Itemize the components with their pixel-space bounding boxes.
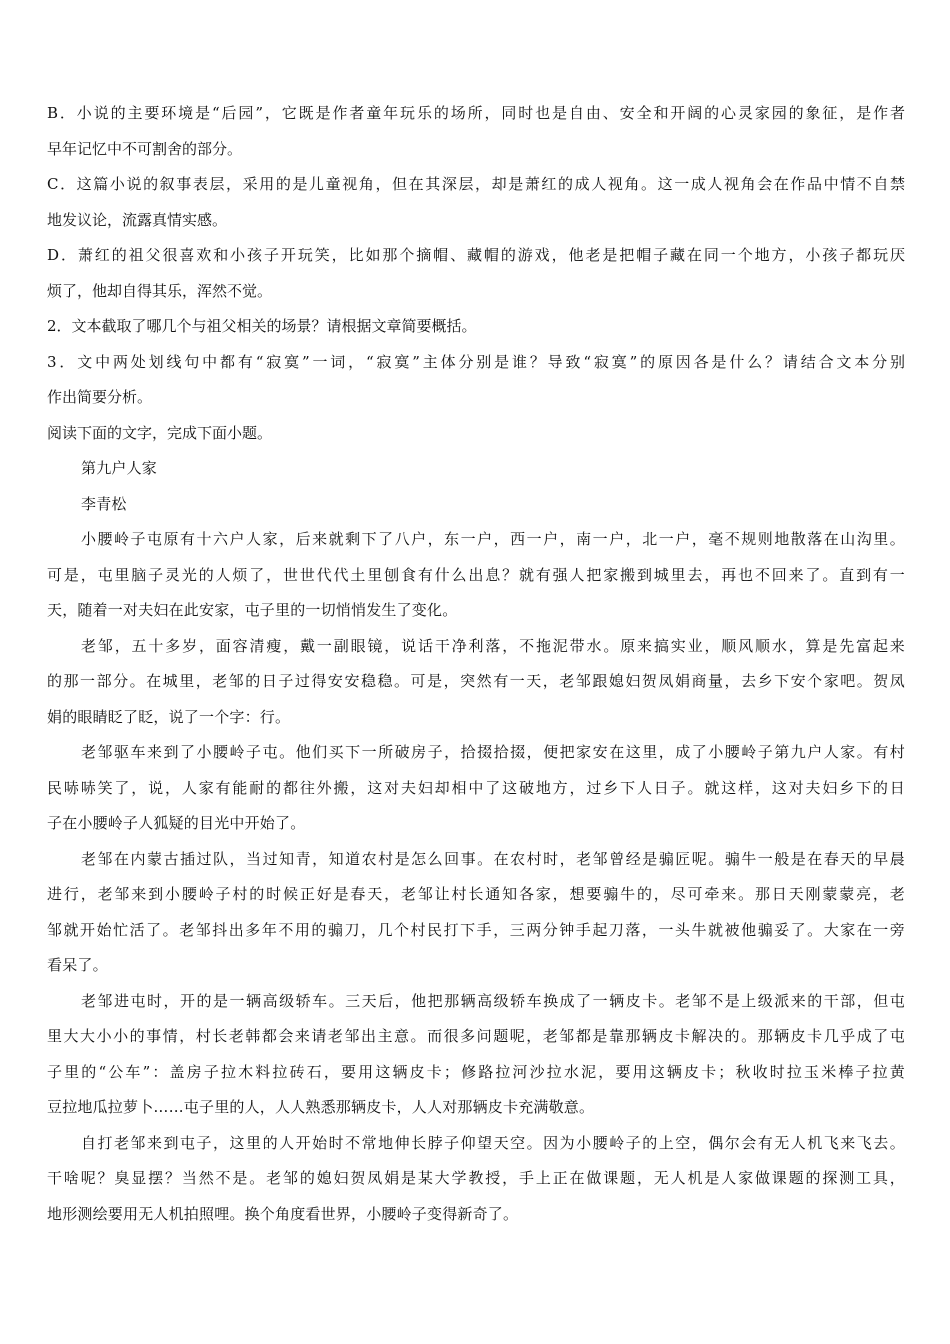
story	[47, 451, 905, 1232]
story-paragraph-1	[47, 522, 905, 629]
question-line: 3．文中两处划线句中都有“寂寞”一词，“寂寞”主体分别是谁？导致“寂寞”的原因各是什么？请结合文本分别	[47, 352, 905, 371]
option-line: 早年记忆中不可割舍的部分。	[47, 139, 243, 158]
paragraph-line: 天，随着一对夫妇在此安家，屯子里的一切悄悄发生了变化。	[47, 601, 458, 619]
paragraph-line: 自打老邹来到屯子，这里的人开始时不常地伸长脖子仰望天空。因为小腰岭子的上空，偶尔会有无人机飞来飞去。	[81, 1133, 905, 1152]
story-paragraph-5	[47, 984, 905, 1126]
option-line: B．小说的主要环境是“后园”，它既是作者童年玩乐的场所，同时也是自由、安全和开阔的心灵家园的象征，是作者	[47, 104, 905, 122]
paragraph-line: 老邹在内蒙古插过队，当过知青，知道农村是怎么回事。在农村时，老邹曾经是骟匠呢。骟牛一般是在春天的早晨	[81, 849, 905, 868]
paragraph-line: 娟的眼睛眨了眨，说了一个字：行。	[47, 707, 291, 726]
option-c	[47, 167, 905, 238]
option-line: 烦了，他却自得其乐，浑然不觉。	[47, 281, 273, 300]
story-author: 李青松	[81, 494, 127, 513]
paragraph-line: 子里的“公车”：盖房子拉木料拉砖石，要用这辆皮卡；修路拉河沙拉水泥，要用这辆皮卡；秋收时拉玉米棒子拉黄	[47, 1062, 905, 1081]
paragraph-line: 子在小腰岭子人狐疑的目光中开始了。	[47, 814, 306, 832]
paragraph-line: 地形测绘要用无人机拍照哩。换个角度看世界，小腰岭子变得新奇了。	[47, 1204, 519, 1223]
paragraph-line: 干啥呢？臭显摆？当然不是。老邹的媳妇贺凤娟是某大学教授，手上正在做课题，无人机是人家做课题的探测工具，	[47, 1169, 905, 1187]
question-2	[47, 309, 905, 345]
question-line: 2．文本截取了哪几个与祖父相关的场景？请根据文章简要概括。	[47, 317, 477, 335]
document-page	[47, 96, 905, 1232]
option-line: 地发议论，流露真情实感。	[47, 210, 228, 229]
paragraph-line: 可是，屯里脑子灵光的人烦了，世世代代土里刨食有什么出息？就有强人把家搬到城里去，再也不回来了。直到有一	[47, 565, 905, 584]
paragraph-line: 老邹，五十多岁，面容清瘦，戴一副眼镜，说话干净利落，不拖泥带水。原来搞实业，顺风顺水，算是先富起来	[81, 636, 905, 655]
question-3	[47, 345, 905, 416]
paragraph-line: 看呆了。	[47, 956, 108, 974]
paragraph-line: 的那一部分。在城里，老邹的日子过得安安稳稳。可是，突然有一天，老邹跟媳妇贺凤娟商量，去乡下安个家吧。贺凤	[47, 672, 905, 690]
story-paragraph-6	[47, 1126, 905, 1233]
story-paragraph-2	[47, 629, 905, 736]
paragraph-line: 小腰岭子屯原有十六户人家，后来就剩下了八户，东一户，西一户，南一户，北一户，毫不规则地散落在山沟里。	[81, 530, 905, 548]
option-d	[47, 238, 905, 309]
paragraph-line: 进行，老邹来到小腰岭子村的时候正好是春天，老邹让村长通知各家，想要骟牛的，尽可牵来。那日天刚蒙蒙亮，老	[47, 885, 905, 903]
paragraph-line: 邹就开始忙活了。老邹抖出多年不用的骟刀，几个村民打下手，三两分钟手起刀落，一头牛就被他骟妥了。大家在一旁	[47, 920, 905, 939]
paragraph-line: 老邹进屯时，开的是一辆高级轿车。三天后，他把那辆高级轿车换成了一辆皮卡。老邹不是上级派来的干部，但屯	[81, 991, 905, 1010]
question-line: 作出简要分析。	[47, 388, 153, 406]
reading-instruction: 阅读下面的文字，完成下面小题。	[47, 423, 273, 442]
story-paragraph-3	[47, 735, 905, 842]
paragraph-line: 豆拉地瓜拉萝卜……屯子里的人，人人熟悉那辆皮卡，人人对那辆皮卡充满敬意。	[47, 1098, 595, 1116]
option-line: C．这篇小说的叙事表层，采用的是儿童视角，但在其深层，却是萧红的成人视角。这一成人视角会在作品中情不自禁	[47, 175, 905, 193]
story-paragraph-4	[47, 842, 905, 984]
paragraph-line: 民哧哧笑了，说，人家有能耐的都往外搬，这对夫妇却相中了这破地方，过乡下人日子。就这样，这对夫妇乡下的日	[47, 778, 905, 797]
option-b	[47, 96, 905, 167]
paragraph-line: 里大大小小的事情，村长老韩都会来请老邹出主意。而很多问题呢，老邹都是靠那辆皮卡解决的。那辆皮卡几乎成了屯	[47, 1027, 905, 1045]
story-title: 第九户人家	[81, 459, 158, 477]
option-line: D．萧红的祖父很喜欢和小孩子开玩笑，比如那个摘帽、藏帽的游戏，他老是把帽子藏在同一个地方，小孩子都玩厌	[47, 246, 905, 264]
paragraph-line: 老邹驱车来到了小腰岭子屯。他们买下一所破房子，拾掇拾掇，便把家安在这里，成了小腰岭子第九户人家。有村	[81, 743, 905, 761]
